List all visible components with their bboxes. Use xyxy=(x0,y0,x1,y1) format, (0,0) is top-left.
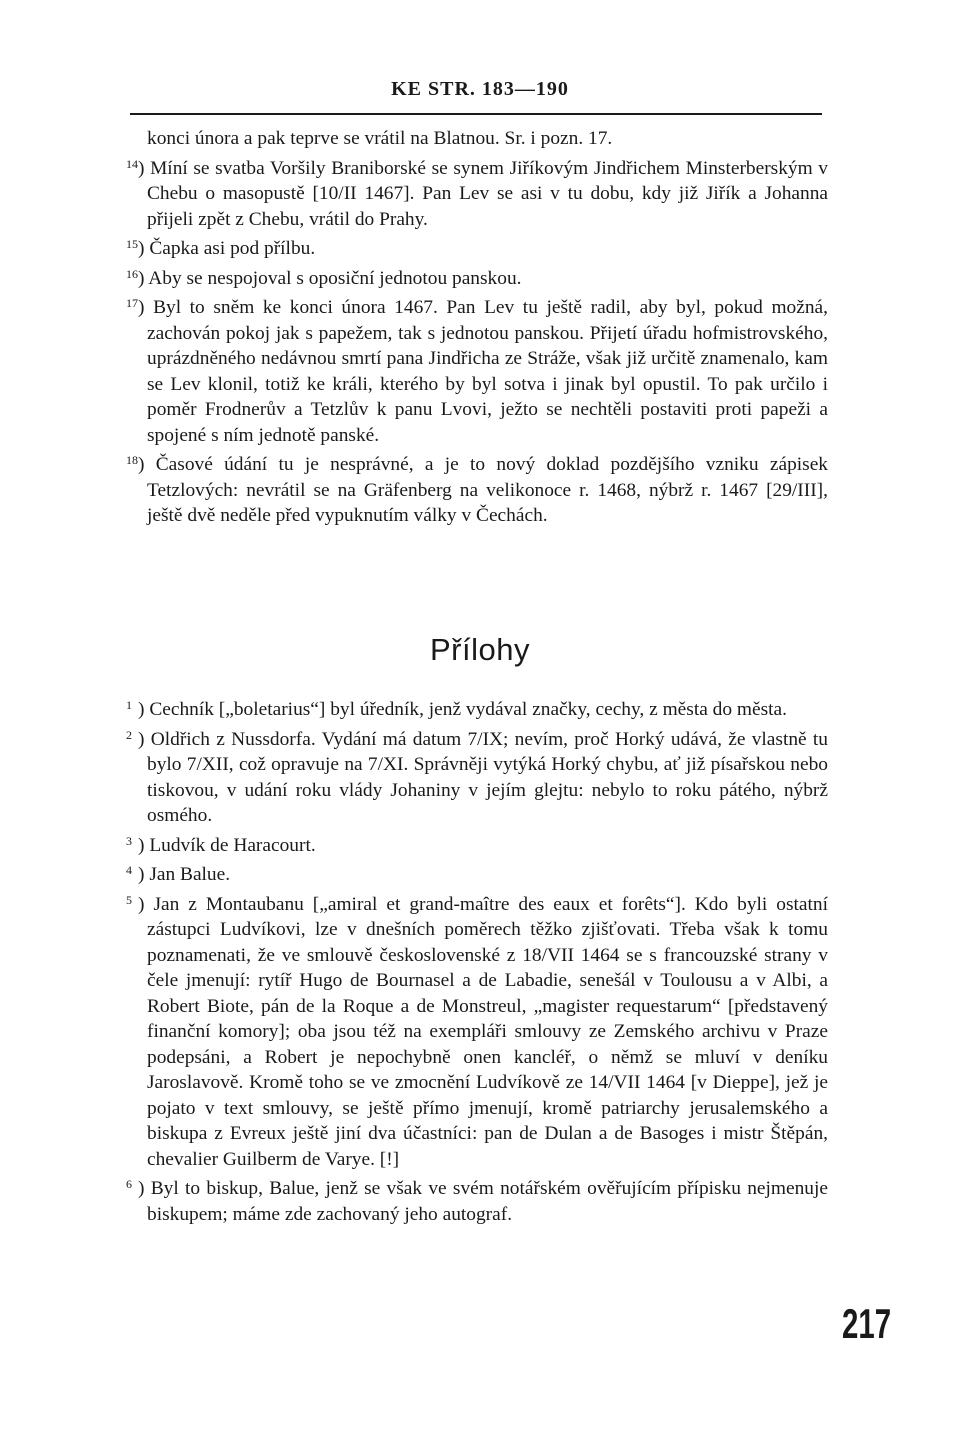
footnote-marker: 15 xyxy=(126,237,138,251)
section-title: Přílohy xyxy=(430,632,530,667)
appendix-notes xyxy=(126,693,828,1227)
running-header: KE STR. 183—190 xyxy=(391,78,569,100)
footnote-marker: 4 xyxy=(126,863,132,877)
header-rule xyxy=(130,113,822,115)
footnote-text: Byl to sněm ke konci února 1467. Pan Lev tu ještě radil, aby byl, pokud možná, zachován pokoj jak s papežem, tak s jednotou panskou. Přijetí úřadu hofmistrovského, uprázdněného nedávnou smrtí pana Jindřicha ze Stráže, však již určitě znamenalo, kam se Lev klonil, totiž ke králi, kterého by byl sotva i jinak byl opustil. To pak určilo i poměr Frodnerův a Tetzlův k panu Lvovi, ježto se nechtěli postaviti proti papeži a spojené s ním jednotě panské. xyxy=(147,297,828,446)
footnote-text: Míní se svatba Voršily Braniborské se synem Jiříkovým Jindřichem Minsterberským v Chebu o masopustě [10/II 1467]. Pan Lev se asi v tu dobu, kdy již Jiřík a Johanna přijeli zpět z Chebu, vrátil do Prahy. xyxy=(147,157,828,230)
footnote-14: $^{14}$) Míní se svatba Voršily Braniborské se synem Jiříkovým Jindřichem Minsterberským v Chebu o masopustě [10/II 1467]. Pan Lev se asi v tu dobu, kdy již Jiřík a Johanna přijeli zpět z Chebu, vrátil do Prahy. xyxy=(126,152,828,233)
footnote-text: Časové údání tu je nesprávné, a je to nový doklad pozdějšího vzniku zápisek Tetzlových: nevrátil se na Gräfenberg na velikonoce r. 1468, nýbrž r. 1467 [29/III], ještě dvě neděle před vypuknutím války v Čechách. xyxy=(147,454,829,526)
appendix-note-3: $^3$ ) Ludvík de Haracourt. xyxy=(126,829,828,859)
footnote-text: Jan z Montaubanu [„amiral et grand-maître des eaux et forêts“]. Kdo byli ostatní zástupci Ludvíkovi, lze v dnešních poměrech těžko zjišťovati. Třeba však k tomu poznamenati, že ve smlouvě československé z 18/VII 1464 se s francouzské strany v čele jmenují: rytíř Hugo de Bournasel a de Labadie, senešál v Toulousu a v Albi, a Robert Biote, pán de la Roque a de Monstreul, „magister requestarum“ [představený finanční komory]; oba jsou též na exempláři smlouvy ze Zemského archivu v Praze podepsáni, a Robert je nepochybně onen kancléř, o němž se mluví v deníku Jaroslavově. Kromě toho se ve zmocnění Ludvíkově ze 14/VII 1464 [v Dieppe], jež je pojato v text smlouvy, se ještě přímo jmenují, kromě patriarchy jerusalemského a biskupa z Evreux ještě jiní dva účastníci: pan de Dulan a de Basoges i mistr Štěpán, chevalier Guilberm de Varye. [!] xyxy=(147,893,828,1170)
appendix-note-4: $^4$ ) Jan Balue. xyxy=(126,858,828,888)
appendix-note-5: $^5$ ) Jan z Montaubanu [„amiral et grand-maître des eaux et forêts“]. Kdo byli ostatní zástupci Ludvíkovi, lze v dnešních poměrech těžko zjišťovati. Třeba však k tomu poznamenati, že ve smlouvě československé z 18/VII 1464 se s francouzské strany v čele jmenují: rytíř Hugo de Bournasel a de Labadie, senešál v Toulousu a v Albi, a Robert Biote, pán de la Roque a de Monstreul, „magister requestarum“ [představený finanční komory]; oba jsou též na exempláři smlouvy ze Zemského archivu v Praze podepsáni, a Robert je nepochybně onen kancléř, o němž se mluví v deníku Jaroslavově. Kromě toho se ve zmocnění Ludvíkově ze 14/VII 1464 [v Dieppe], jež je pojato v text smlouvy, se ještě přímo jmenují, kromě patriarchy jerusalemského a biskupa z Evreux ještě jiní dva účastníci: pan de Dulan a de Basoges i mistr Štěpán, chevalier Guilberm de Varye. [!] xyxy=(126,888,828,1173)
appendix-note-2: $^2$ ) Oldřich z Nussdorfa. Vydání má datum 7/IX; nevím, proč Horký udává, že vlastně tu bylo 7/XII, což opravuje na 7/XI. Správněji vytýká Horký chybu, ať již písařskou nebo tiskovou, v udání roku vlády Johaniny v jejím glejtu: nebylo to roku pátého, nýbrž osmého. xyxy=(126,723,828,829)
footnote-16: $^{16}$) Aby se nespojoval s oposiční jednotou panskou. xyxy=(126,262,828,292)
footnote-18: $^{18}$) Časové údání tu je nesprávné, a je to nový doklad pozdějšího vzniku zápisek Tetzlových: nevrátil se na Gräfenberg na velikonoce r. 1468, nýbrž r. 1467 [29/III], ještě dvě neděle před vypuknutím války v Čechách. xyxy=(126,448,828,529)
footnote-text: Ludvík de Haracourt. xyxy=(149,834,316,856)
footnote-marker: 16 xyxy=(126,266,138,281)
footnote-marker: 2 xyxy=(126,727,132,742)
footnote-text: Aby se nespojoval s oposiční jednotou panskou. xyxy=(148,267,522,289)
appendix-note-6: $^6$ ) Byl to biskup, Balue, jenž se však ve svém notářském ověřujícím přípisku nejmenuje biskupem; máme zde zachovaný jeho autograf. xyxy=(126,1172,828,1227)
footnote-marker: 6 xyxy=(126,1177,132,1191)
footnote-marker: 18 xyxy=(126,453,138,467)
footnote-text: Čapka asi pod přílbu. xyxy=(149,238,316,259)
page-number: 217 xyxy=(842,1300,892,1347)
footnote-text: Oldřich z Nussdorfa. Vydání má datum 7/IX; nevím, proč Horký udává, že vlastně tu bylo 7/XII, což opravuje na 7/XI. Správněji vytýká Horký chybu, ať již písařskou nebo tiskovou, v udání roku vlády Johaniny v jejím glejtu: nebylo to roku pátého, nýbrž osmého. xyxy=(147,728,828,826)
footnote-15: $^{15}$) Čapka asi pod přílbu. xyxy=(126,232,828,262)
note-continuation: konci února a pak teprve se vrátil na Blatnou. Sr. i pozn. 17. xyxy=(147,128,613,149)
footnote-text: Cechník [„boletarius“] byl úředník, jenž vydával značky, cechy, z města do města. xyxy=(149,699,787,720)
footnote-text: Byl to biskup, Balue, jenž se však ve svém notářském ověřujícím přípisku nejmenuje biskupem; máme zde zachovaný jeho autograf. xyxy=(147,1178,828,1225)
footnote-marker: 5 xyxy=(126,892,132,907)
footnote-marker: 1 xyxy=(126,698,132,712)
footnote-marker: 17 xyxy=(126,296,138,310)
footnote-marker: 14 xyxy=(126,156,138,171)
appendix-note-1: $^1$ ) Cechník [„boletarius“] byl úředník, jenž vydával značky, cechy, z města do města. xyxy=(126,693,828,723)
footnote-text: Jan Balue. xyxy=(149,864,231,885)
footnote-marker: 3 xyxy=(126,833,132,848)
top-notes xyxy=(126,126,828,529)
footnote-17: $^{17}$) Byl to sněm ke konci února 1467. Pan Lev tu ještě radil, aby byl, pokud možná, zachován pokoj jak s papežem, tak s jednotou panskou. Přijetí úřadu hofmistrovského, uprázdněného nedávnou smrtí pana Jindřicha ze Stráže, však již určitě znamenalo, kam se Lev klonil, totiž ke králi, kterého by byl sotva i jinak byl opustil. To pak určilo i poměr Frodnerův a Tetzlův k panu Lvovi, ježto se nechtěli postaviti proti papeži a spojené s ním jednotě panské. xyxy=(126,291,828,448)
